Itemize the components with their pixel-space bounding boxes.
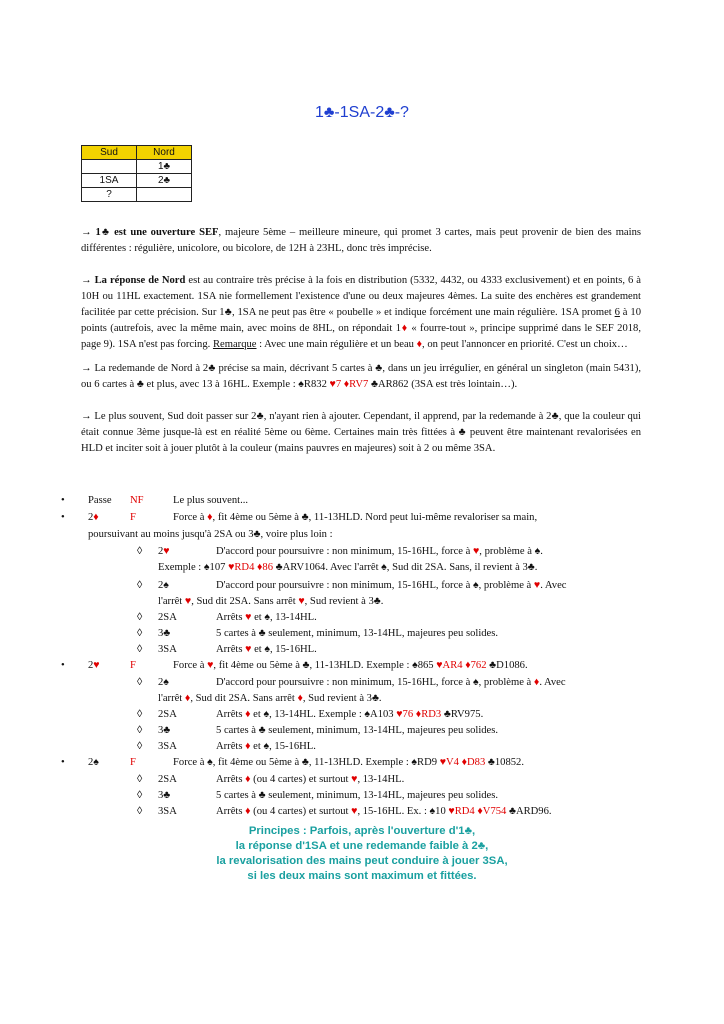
text-run: 3♣ <box>158 628 171 639</box>
text-run: , majeure 5ème – meilleure mineure, qui promet 3 cartes, mais peut provenir de bien des mains différentes : régulière, unicolore, ou bicolore, de 12H à 23HL, donc très imprécise. <box>81 227 641 254</box>
sub-bid-description <box>216 709 483 720</box>
text-run: Arrêts <box>216 774 246 785</box>
text-run: , 13-14HL. <box>357 774 405 785</box>
cell: 2♣ <box>137 174 192 188</box>
red-suit: ♥ <box>351 806 358 817</box>
text-run: ♣ARD96. <box>506 806 552 817</box>
text-run: et ♠, 15-16HL. <box>250 741 316 752</box>
text-run: Force à ♠, fit 4ème ou 5ème à ♣, 11-13HLD. Exemple : ♠RD9 <box>173 757 440 768</box>
red-suit: ♦ <box>533 677 540 688</box>
footer-line: la revalorisation des mains peut conduire à jouer 3SA, <box>216 855 508 867</box>
text-run: 3SA <box>158 644 177 655</box>
diamond-marker: ◊ <box>137 580 143 591</box>
bullet-dot: • <box>61 660 65 671</box>
forcing-code: F <box>130 660 136 671</box>
text-run: 5 cartes à ♣ seulement, minimum, 13-14HL, majeures peu solides. <box>216 628 499 639</box>
paragraph <box>81 409 641 457</box>
red-suit: ♥ <box>533 580 541 591</box>
text-run: D'accord pour poursuivre : non minimum, 15-16HL, force à ♠, problème à <box>216 580 534 591</box>
sub-bid-description <box>216 628 498 639</box>
diamond-marker: ◊ <box>137 709 143 720</box>
cell: ? <box>82 188 137 202</box>
paragraph <box>81 273 641 353</box>
sub-bid-label <box>158 580 169 591</box>
red-suit: ♦RD3 <box>415 709 442 720</box>
text-run: Le plus souvent... <box>173 495 249 506</box>
red-suit: ♥76 <box>396 709 414 720</box>
diamond-marker: ◊ <box>137 612 143 623</box>
sub-bid-description <box>216 725 498 736</box>
diamond-marker: ◊ <box>137 644 143 655</box>
sub-bid-description <box>216 741 316 752</box>
header-sud: Sud <box>82 146 137 160</box>
text-run: « fourre-tout », principe supprimé dans le SEF 2018, page 9). 1SA n'est pas forcing. <box>81 323 641 350</box>
text-run: 2 <box>88 512 94 523</box>
cell <box>137 188 192 202</box>
paragraph <box>81 225 641 257</box>
sub-bid-label <box>158 774 177 785</box>
text-run: , Sud revient à 3♣. <box>304 596 384 607</box>
bid-description <box>173 495 248 506</box>
sub-bid-label <box>158 628 170 639</box>
text-run: 2SA <box>158 612 177 623</box>
red-suit: ♦ <box>245 709 251 720</box>
text-run: La réponse de Nord <box>94 275 186 286</box>
sub-bid-description <box>216 580 566 591</box>
text-run: Force à <box>173 512 208 523</box>
text-run: Arrêts <box>216 709 246 720</box>
red-suit: ♥RD4 <box>448 806 475 817</box>
text-run: et ♠, 13-14HL. Exemple : ♠A103 <box>250 709 397 720</box>
red-suit: ♦D83 <box>461 757 486 768</box>
forcing-code: NF <box>130 495 144 506</box>
text-run: 2SA <box>158 709 177 720</box>
text-run: → Le plus souvent, Sud doit passer sur 2♣, n'ayant rien à ajouter. Cependant, il apprend, par la redemande à 2♣, que la couleur qui était connue 3ème jusque-là est en réalité 5ème ou 6ème. Certaines main très fittées à ♣ peuvent être maintenant revalorisées en HLD et inciter soit à jouer plutôt à la couleur (mains pauvres en majeures) soit à 2 ou même 3SA. <box>81 411 641 454</box>
text-run: , Sud revient à 3♣. <box>302 693 382 704</box>
text-run: . Avec <box>539 677 566 688</box>
text-run: l'arrêt <box>158 596 185 607</box>
paragraph <box>81 361 641 393</box>
red-suit: ♦762 <box>465 660 487 671</box>
text-run: est au contraire très précise à la fois en distribution (5332, 4432, ou 4333 exclusivement) et en points, 6 à 10H ou 11HL exactement. 1SA nie formellement l'existence d'une ou deux majeures 4èmes. La suite des enchères est grandement facilitée par cette précision. Sur 1♣, 1SA ne peut pas être « poubelle » et indique forcément une main régulière. 1SA promet <box>81 275 641 318</box>
principles-box <box>0 824 724 884</box>
forcing-code: F <box>130 512 136 523</box>
text-run: 2♠ <box>158 580 169 591</box>
sub-bid-label <box>158 806 177 817</box>
bidding-table <box>81 145 192 202</box>
bullet-dot: • <box>61 757 65 768</box>
diamond-marker: ◊ <box>137 628 143 639</box>
red-suit: ♥ <box>163 546 170 557</box>
text-run: 2♠ <box>158 677 169 688</box>
sub-bid-description <box>216 806 552 817</box>
text-run: 3SA <box>158 806 177 817</box>
bid-description <box>173 512 537 523</box>
text-run: ♣10852. <box>485 757 524 768</box>
red-suit: ♦ <box>245 806 251 817</box>
bid-description <box>173 757 524 768</box>
sub-bid-label <box>158 546 170 557</box>
text-run: → <box>81 227 96 238</box>
text-run: Arrêts <box>216 741 246 752</box>
cell <box>82 160 137 174</box>
footer-line: si les deux mains sont maximum et fittées. <box>247 870 477 882</box>
diamond-marker: ◊ <box>137 677 143 688</box>
red-suit: ♥ <box>245 612 252 623</box>
footer-line: Principes : Parfois, après l'ouverture d'1♣, <box>248 825 476 837</box>
sub-bid-label <box>158 741 177 752</box>
diamond-marker: ◊ <box>137 774 143 785</box>
text-run: 3♣ <box>158 790 171 801</box>
diamond-marker: ◊ <box>137 741 143 752</box>
red-suit: ♦ <box>207 512 213 523</box>
text-run: . Avec <box>540 580 567 591</box>
sub-bid-description <box>216 790 498 801</box>
header-nord: Nord <box>137 146 192 160</box>
text-run: 1♣ est une ouverture SEF <box>95 227 219 238</box>
text-run: , fit 4ème ou 5ème à ♣, 11-13HLD. Exemple : ♠865 <box>213 660 437 671</box>
text-run: à 10 points (autrefois, avec la même main, avec moins de 8HL, on répondait 1 <box>81 307 641 334</box>
red-suit: ♦ <box>245 741 251 752</box>
text-run: Exemple : ♠107 <box>158 562 229 573</box>
text-run: ♣RV975. <box>441 709 484 720</box>
bid-label <box>88 495 112 506</box>
sub-bid-description-cont <box>158 693 382 704</box>
red-suit: ♥V4 <box>439 757 459 768</box>
text-run: , Sud dit 2SA. Sans arrêt <box>191 596 299 607</box>
sub-bid-description <box>216 546 543 557</box>
page-title: 1♣-1SA-2♣-? <box>315 104 409 121</box>
red-suit: ♦V754 <box>477 806 507 817</box>
text-run: Arrêts <box>216 612 246 623</box>
text-run: , problème à ♠. <box>479 546 543 557</box>
sub-bid-label <box>158 790 170 801</box>
sub-bid-description <box>216 612 317 623</box>
text-run: 2 <box>158 546 164 557</box>
cell: 1♣ <box>137 160 192 174</box>
text-run: l'arrêt <box>158 693 185 704</box>
red-suit: ♦86 <box>257 562 274 573</box>
text-run: 2SA <box>158 774 177 785</box>
diamond-marker: ◊ <box>137 806 143 817</box>
text-run: ♦ <box>416 339 423 350</box>
text-run: 2♠ <box>88 757 99 768</box>
sub-bid-label <box>158 644 177 655</box>
sub-bid-description <box>216 677 566 688</box>
text-run: , fit 4ème ou 5ème à ♣, 11-13HLD. Nord peut lui-même revaloriser sa main, <box>212 512 538 523</box>
text-run: Passe <box>88 495 112 506</box>
bid-label <box>88 660 100 671</box>
text-run: D'accord pour poursuivre : non minimum, 15-16HL, force à ♠, problème à <box>216 677 534 688</box>
bullet-dot: • <box>61 512 65 523</box>
text-run: , Sud dit 2SA. Sans arrêt <box>190 693 298 704</box>
bullet-dot: • <box>61 495 65 506</box>
text-run: et ♠, 15-16HL. <box>251 644 317 655</box>
red-suit: ♦ <box>245 774 251 785</box>
text-run: et ♠, 13-14HL. <box>251 612 317 623</box>
text-run: Arrêts <box>216 644 246 655</box>
text-run: (ou 4 cartes) et surtout <box>250 806 352 817</box>
text-run: ♣AR862 (3SA est très lointain…). <box>368 379 518 390</box>
diamond-marker: ◊ <box>137 546 143 557</box>
red-suit: ♦ <box>297 693 303 704</box>
sub-bid-description <box>216 644 317 655</box>
text-run: Remarque <box>212 339 257 350</box>
red-suit: ♥ <box>245 644 252 655</box>
red-suit: ♥AR4 <box>436 660 463 671</box>
red-suit: ♦ <box>93 512 99 523</box>
text-run: → <box>81 275 95 286</box>
red-suit: ♥ <box>184 596 192 607</box>
text-run: ♥7 ♦RV7 <box>329 379 369 390</box>
red-suit: ♦ <box>184 693 191 704</box>
text-run: ♣ARV1064. Avec l'arrêt ♠, Sud dit 2SA. Sans, il revient à 3♣. <box>273 562 538 573</box>
sub-bid-description-cont <box>158 562 537 573</box>
text-run: Force à <box>173 660 208 671</box>
text-run: 2 <box>88 660 94 671</box>
text-run: 5 cartes à ♣ seulement, minimum, 13-14HL, majeures peu solides. <box>216 725 499 736</box>
bid-description <box>173 660 528 671</box>
bid-label <box>88 757 99 768</box>
text-run: , 15-16HL. Ex. : ♠10 <box>357 806 449 817</box>
red-suit: ♥ <box>298 596 305 607</box>
red-suit: ♥ <box>207 660 214 671</box>
text-run: , on peut l'annoncer en priorité. C'est un choix… <box>422 339 628 350</box>
sub-bid-label <box>158 612 177 623</box>
bid-label <box>88 512 99 523</box>
text-run: 5 cartes à ♣ seulement, minimum, 13-14HL, majeures peu solides. <box>216 790 499 801</box>
red-suit: ♥ <box>93 660 100 671</box>
sub-bid-description <box>216 774 404 785</box>
text-run: ♣D1086. <box>486 660 528 671</box>
sub-bid-label <box>158 725 170 736</box>
cell: 1SA <box>82 174 137 188</box>
text-run: 3♣ <box>158 725 171 736</box>
red-suit: ♥RD4 <box>228 562 255 573</box>
sub-bid-label <box>158 709 177 720</box>
sub-bid-label <box>158 677 169 688</box>
text-run: 6 <box>614 307 620 318</box>
text-run: ♦ <box>401 323 408 334</box>
diamond-marker: ◊ <box>137 790 143 801</box>
text-run: 3SA <box>158 741 177 752</box>
text-run: D'accord pour poursuivre : non minimum, 15-16HL, force à <box>216 546 473 557</box>
text-run: : Avec une main régulière et un beau <box>256 339 417 350</box>
forcing-code: F <box>130 757 136 768</box>
bid-description-cont <box>88 529 333 540</box>
text-run: Arrêts <box>216 806 246 817</box>
text-run: poursuivant au moins jusqu'à 2SA ou 3♣, voire plus loin : <box>88 529 333 540</box>
red-suit: ♥ <box>351 774 358 785</box>
sub-bid-description-cont <box>158 596 383 607</box>
footer-line: la réponse d'1SA et une redemande faible à 2♣, <box>235 840 489 852</box>
text-run: (ou 4 cartes) et surtout <box>250 774 352 785</box>
text-run: → La redemande de Nord à 2♣ précise sa main, décrivant 5 cartes à ♣, dans un jeu irrégulier, en général un singleton (main 5431), ou 6 cartes à ♣ et plus, avec 13 à 16HL. Exemple : ♠R832 <box>81 363 641 390</box>
diamond-marker: ◊ <box>137 725 143 736</box>
red-suit: ♥ <box>472 546 480 557</box>
